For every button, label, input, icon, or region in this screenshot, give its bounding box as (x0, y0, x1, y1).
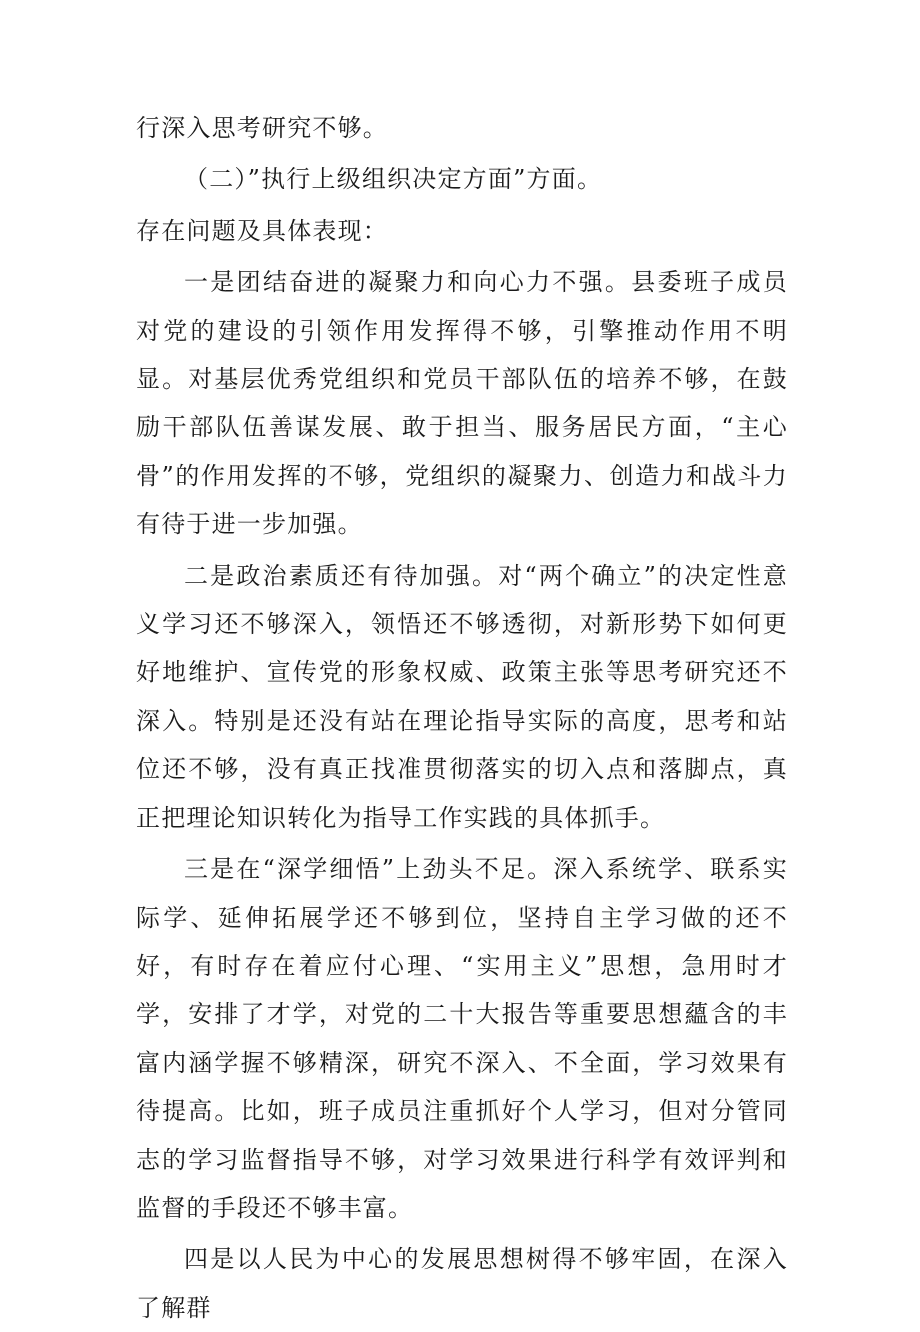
section-heading: （二）”执行上级组织决定方面”方面。 (184, 165, 603, 194)
problem-label: 存在问题及具体表现： (136, 216, 388, 245)
paragraph-point-3: 三是在“深学细悟”上劲头不足。深入系统学、联系实际学、延伸拓展学还不够到位，坚持自主学习做的还不好，有时存在着应付心理、“实用主义”思想，急用时才学，安排了才学，对党的二十大报告等重要思想蘊含的丰富内涵学握不够精深，研究不深入、不全面，学习效果有待提高。比如，班子成员注重抓好个人学习，但对分管同志的学习监督指导不够，对学习效果进行科学有效评判和监督的手段还不够丰富。 (136, 855, 788, 1222)
paragraph-point-1: 一是团结奋进的凝聚力和向心力不强。县委班子成员对党的建设的引领作用发挥得不够，引擎推动作用不明显。对基层优秀党组织和党员干部队伍的培养不够，在鼓励干部队伍善谋发展、敢于担当、服务居民方面，“主心骨”的作用发挥的不够，党组织的凝聚力、创造力和战斗力有待于进一步加强。 (136, 268, 788, 539)
paragraph-continuation: 行深入思考研究不够。 (136, 114, 388, 142)
paragraph-point-4: 四是以人民为中心的发展思想树得不够牢固，在深入了解群 (136, 1245, 788, 1322)
document-body (136, 104, 788, 1332)
paragraph-point-2: 二是政治素质还有待加强。对“两个确立”的决定性意义学习还不够深入，领悟还不够透彻，对新形势下如何更好地维护、宣传党的形象权威、政策主张等思考研究还不深入。特别是还没有站在理论指导实际的高度，思考和站位还不够，没有真正找准贯彻落实的切入点和落脚点，真正把理论知识转化为指导工作实践的具体抓手。 (136, 561, 788, 832)
